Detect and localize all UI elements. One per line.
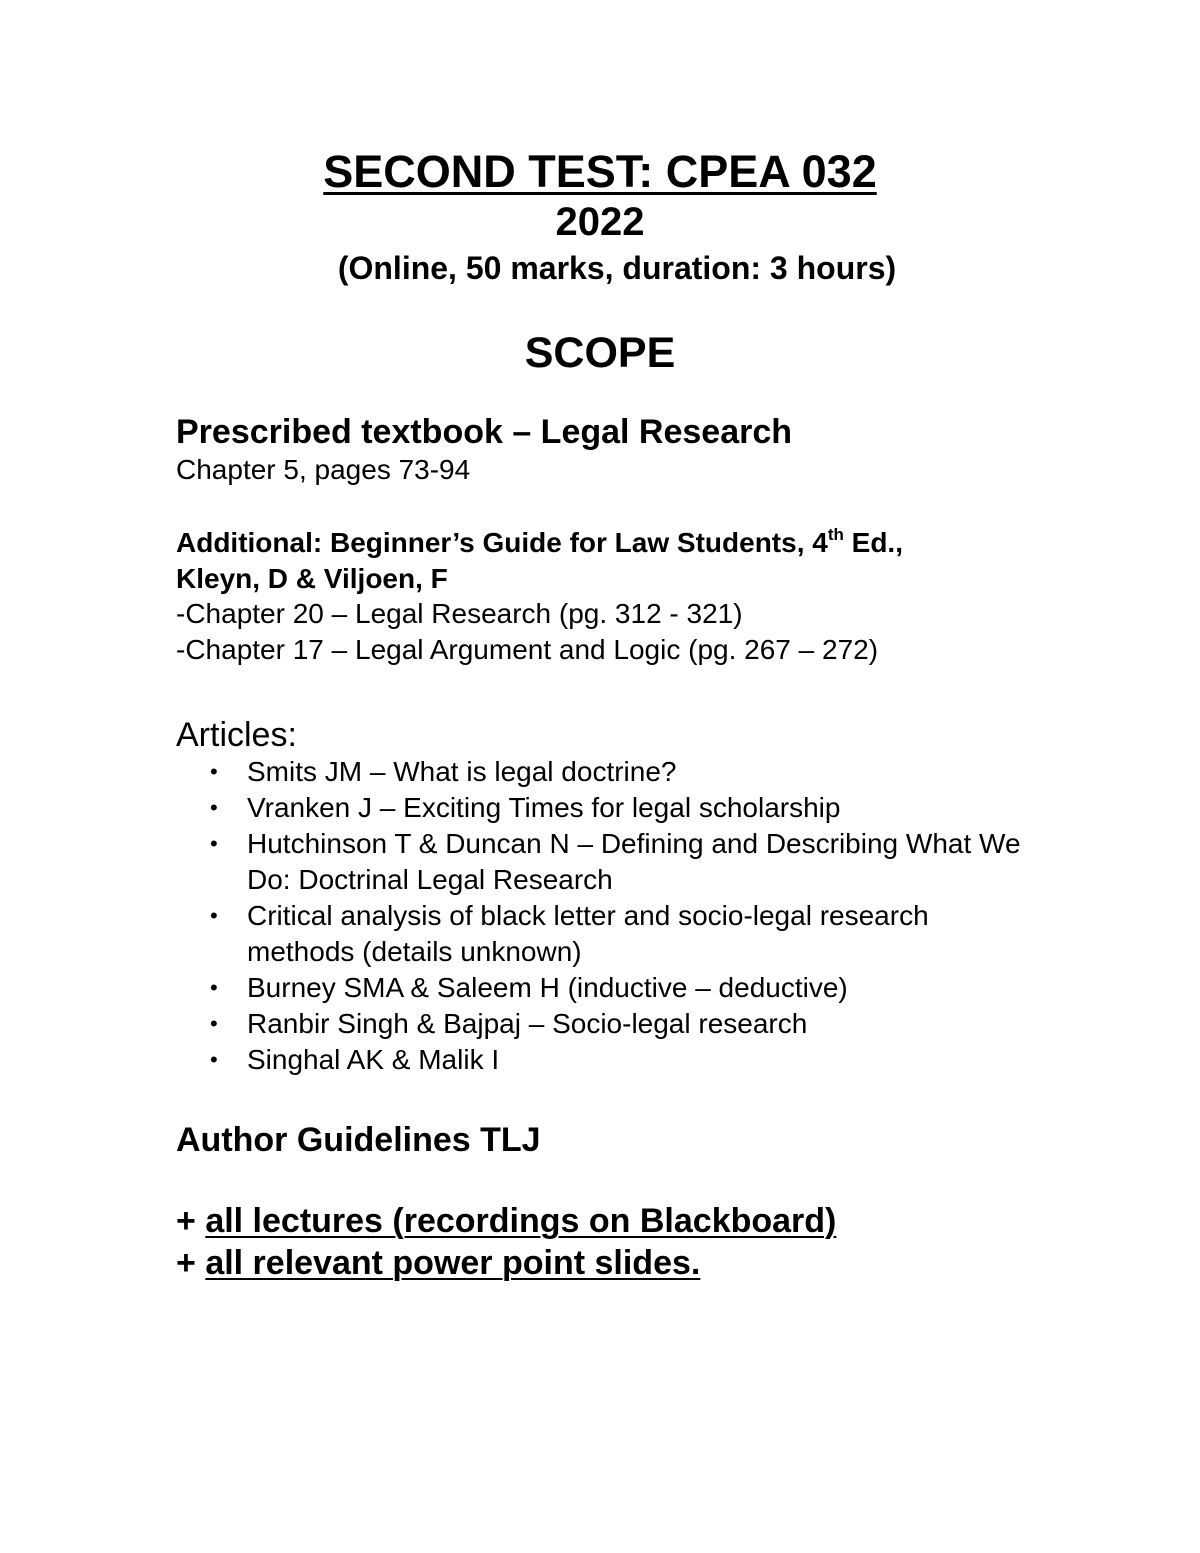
bullet-icon: • <box>210 759 218 784</box>
bullet-icon: • <box>210 903 218 928</box>
test-details: (Online, 50 marks, duration: 3 hours) <box>337 250 897 286</box>
extra-lectures: + all lectures (recordings on Blackboard) <box>176 1202 837 1240</box>
articles-heading: Articles: <box>176 716 297 754</box>
document-title: SECOND TEST: CPEA 032 <box>323 146 877 197</box>
additional-line-1: Additional: Beginner’s Guide for Law Students, 4th Ed., <box>176 524 903 558</box>
prescribed-heading: Prescribed textbook – Legal Research <box>176 413 793 451</box>
bullet-icon: • <box>210 795 218 820</box>
list-item: • Vranken J – Exciting Times for legal scholarship <box>176 790 1036 826</box>
articles-list <box>176 754 1036 1078</box>
extra-slides: + all relevant power point slides. <box>176 1244 701 1282</box>
list-item: • Burney SMA & Saleem H (inductive – deductive) <box>176 970 1036 1006</box>
list-item: • Smits JM – What is legal doctrine? <box>176 754 1036 790</box>
bullet-icon: • <box>210 1011 218 1036</box>
additional-chapter-17: -Chapter 17 – Legal Argument and Logic (pg. 267 – 272) <box>176 634 879 665</box>
author-guidelines: Author Guidelines TLJ <box>176 1121 541 1159</box>
prescribed-chapter: Chapter 5, pages 73-94 <box>176 454 471 485</box>
list-item: • Singhal AK & Malik I <box>176 1042 1036 1078</box>
list-item: • Ranbir Singh & Bajpaj – Socio-legal research <box>176 1006 1036 1042</box>
additional-chapter-20: -Chapter 20 – Legal Research (pg. 312 - 321) <box>176 598 743 629</box>
bullet-icon: • <box>210 1047 218 1072</box>
additional-line-2: Kleyn, D & Viljoen, F <box>176 563 448 594</box>
bullet-icon: • <box>210 831 218 856</box>
list-item: • Hutchinson T & Duncan N – Defining and Describing What We Do: Doctrinal Legal Research <box>210 828 1021 895</box>
document-year: 2022 <box>555 200 645 244</box>
scope-heading: SCOPE <box>524 329 676 377</box>
bullet-icon: • <box>210 975 218 1000</box>
list-item: • Critical analysis of black letter and socio-legal research methods (details unknown) <box>210 900 929 967</box>
